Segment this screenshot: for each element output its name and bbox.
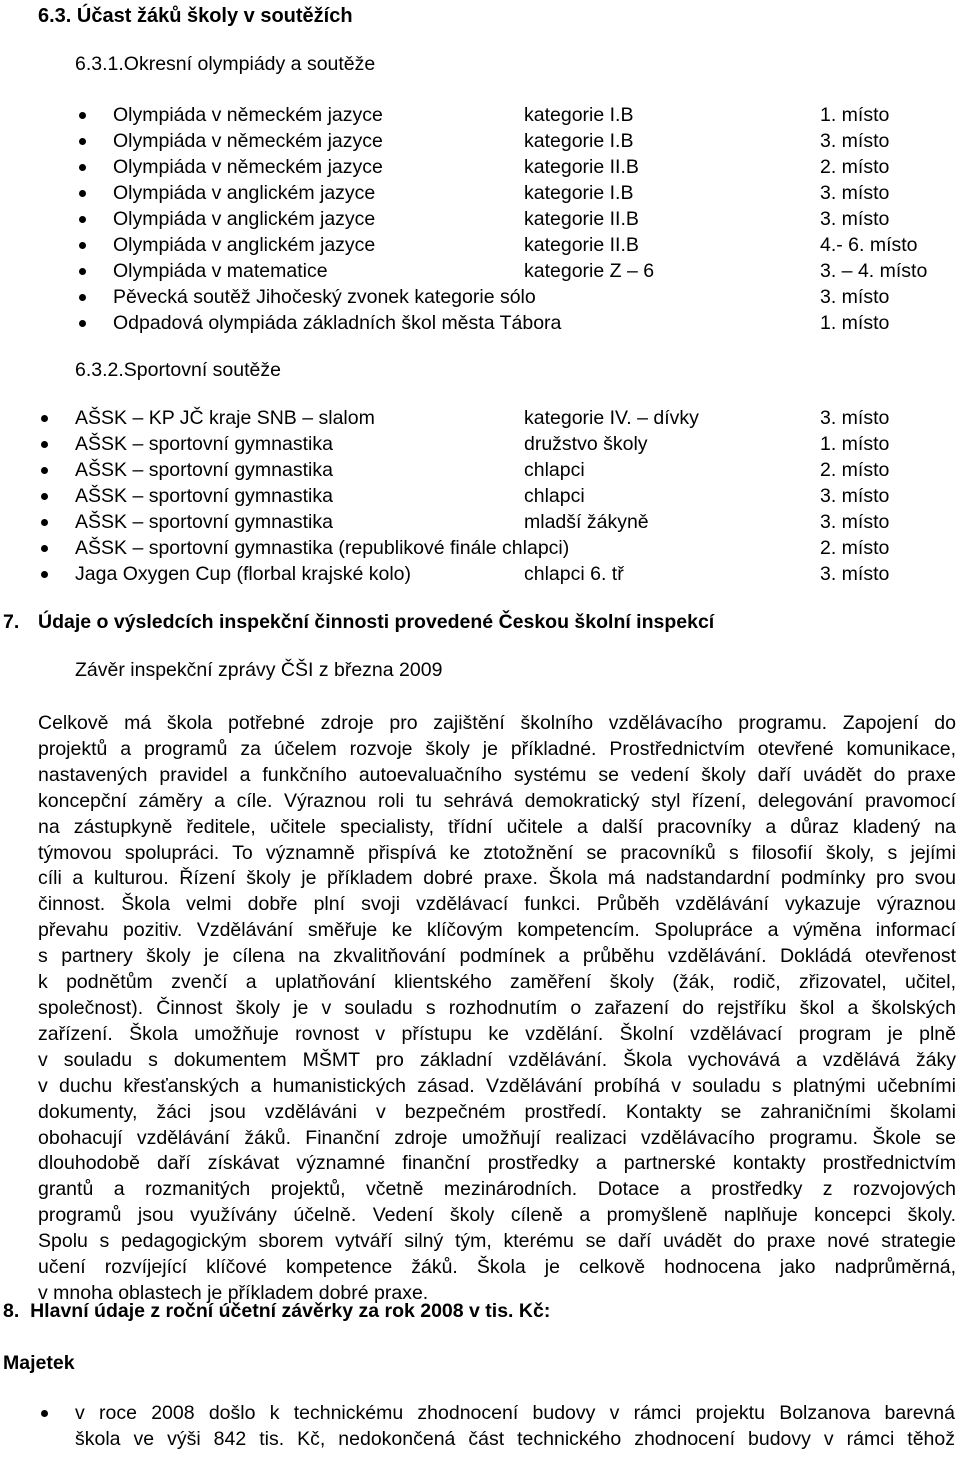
competition-place: 3. místo (820, 563, 890, 585)
bullet-icon (79, 268, 86, 275)
competition-place: 2. místo (820, 537, 890, 559)
paragraph-line: činnost. Škola velmi dobře plní svoji vzdělávací funkci. Průběh vzdělávání vykazuje výraznou (38, 893, 956, 916)
list-item (0, 232, 960, 258)
competition-category: kategorie IV. – dívky (524, 407, 699, 429)
paragraph-line: škola ve výši 842 tis. Kč, nedokončená část technického zhodnocení budovy v rámci těhož (75, 1428, 955, 1450)
paragraph-line: grantů a rozmanitých projektů, včetně mezinárodních. Dotace a prostředky z rozvojových (38, 1178, 956, 1201)
competition-category: chlapci (524, 485, 585, 507)
competition-category: kategorie I.B (524, 104, 634, 126)
paragraph-line: obohacují vzdělávání žáků. Finanční zdroje umožňují realizaci vzdělávacího programu. Škole se (38, 1126, 956, 1149)
competition-place: 1. místo (820, 433, 890, 455)
competition-name: AŠSK – sportovní gymnastika (75, 511, 333, 533)
competition-name: Olympiáda v anglickém jazyce (113, 208, 376, 230)
competition-place: 4.- 6. místo (820, 234, 918, 256)
list-item (0, 310, 960, 336)
paragraph-line: týmovou spolupráci. To významně přispívá ke ztotožnění se pracovníků s filosofií školy, s jejími (38, 841, 956, 864)
competition-name: AŠSK – KP JČ kraje SNB – slalom (75, 407, 375, 429)
paragraph-line: učení rozvíjející klíčové kompetence žáků. Škola je celkově hodnocena jako nadprůměrná, (38, 1256, 956, 1279)
bullet-icon (79, 112, 86, 119)
paragraph-line: nastavených pravidel a funkčního autoevaluačního systému se vedení školy daří uvádět do praxe (38, 763, 956, 786)
section-heading-6-3: 6.3. Účast žáků školy v soutěžích (38, 5, 353, 27)
bullet-icon (41, 1410, 48, 1417)
paragraph-line: dlouhodobě daří získávat významné finanční prostředky a partnerské kontakty prostřednictvím (38, 1152, 956, 1175)
competition-place: 3. místo (820, 182, 890, 204)
competition-place: 3. místo (820, 407, 890, 429)
list-item (0, 102, 960, 128)
competition-name: AŠSK – sportovní gymnastika (75, 433, 333, 455)
bullet-icon (41, 493, 48, 500)
competition-name: Odpadová olympiáda základních škol města Tábora (113, 312, 562, 334)
bullet-icon (79, 242, 86, 249)
bullet-icon (41, 467, 48, 474)
competition-place: 1. místo (820, 104, 890, 126)
bullet-icon (79, 164, 86, 171)
bullet-icon (79, 320, 86, 327)
competition-name: AŠSK – sportovní gymnastika (republikové finále chlapci) (75, 537, 570, 559)
competition-place: 3. místo (820, 511, 890, 533)
competition-category: kategorie I.B (524, 130, 634, 152)
list-item (0, 405, 960, 431)
competition-name: Olympiáda v německém jazyce (113, 104, 383, 126)
list-item (0, 180, 960, 206)
competition-category: kategorie II.B (524, 208, 639, 230)
bullet-icon (79, 138, 86, 145)
competition-category: kategorie II.B (524, 156, 639, 178)
list-item (0, 258, 960, 284)
competition-name: Olympiáda v anglickém jazyce (113, 182, 376, 204)
competition-place: 2. místo (820, 156, 890, 178)
list-item (0, 509, 960, 535)
majetek-heading: Majetek (3, 1352, 75, 1374)
inspection-report-title: Závěr inspekční zprávy ČŠI z března 2009 (75, 659, 443, 681)
paragraph-line: programů jsou využívány účelně. Vedení školy cíleně a promyšleně naplňuje koncepci školy. (38, 1204, 956, 1227)
paragraph-line: v roce 2008 došlo k technickému zhodnocení budovy v rámci projektu Bolzanova barevná (75, 1402, 955, 1424)
majetek-item (75, 1400, 955, 1452)
list-item (0, 561, 960, 587)
competition-name: Pěvecká soutěž Jihočeský zvonek kategorie sólo (113, 286, 536, 308)
bullet-icon (41, 441, 48, 448)
competition-category: družstvo školy (524, 433, 648, 455)
competition-name: AŠSK – sportovní gymnastika (75, 485, 333, 507)
paragraph-line: v mnoha oblastech je příkladem dobré praxe. (38, 1281, 429, 1304)
section-heading-7: Údaje o výsledcích inspekční činnosti provedené Českou školní inspekcí (38, 611, 715, 633)
section-heading-8: 8. Hlavní údaje z roční účetní závěrky za rok 2008 v tis. Kč: (3, 1300, 551, 1322)
paragraph-line: k podnětům zvenčí a uplatňování klientského zaměření školy (žák, rodič, zřizovatel, učitel, (38, 971, 956, 994)
list-item (0, 535, 960, 561)
bullet-icon (79, 294, 86, 301)
competition-category: chlapci (524, 459, 585, 481)
paragraph-line: společnost). Činnost školy je v souladu s rozhodnutím o zařazení do rejstříku škol a školských (38, 996, 956, 1019)
bullet-icon (41, 415, 48, 422)
subsection-heading-6-3-2: 6.3.2.Sportovní soutěže (75, 359, 281, 381)
paragraph-line: v souladu s dokumentem MŠMT pro základní vzdělávání. Škola vychovává a vzdělává žáky (38, 1048, 956, 1071)
list-item (0, 206, 960, 232)
list-item (0, 154, 960, 180)
competition-name: Olympiáda v matematice (113, 260, 328, 282)
competition-place: 3. místo (820, 208, 890, 230)
competition-category: kategorie II.B (524, 234, 639, 256)
bullet-icon (41, 519, 48, 526)
section-number-7: 7. (3, 611, 20, 633)
paragraph-line: na zástupkyně ředitele, učitele specialisty, třídní učitele a další pracovníky a důraz kladený na (38, 815, 956, 838)
competition-place: 3. místo (820, 485, 890, 507)
list-item (0, 431, 960, 457)
paragraph-line: projektů a programů za účelem rozvoje školy je příkladné. Prostřednictvím otevřené komunikace, (38, 737, 956, 760)
paragraph-line: koncepční záměry a cíle. Výraznou roli tu sehrává demokratický styl řízení, delegování pravomocí (38, 789, 956, 812)
bullet-icon (79, 190, 86, 197)
bullet-icon (41, 545, 48, 552)
paragraph-line: zařízení. Škola umožňuje rovnost v přístupu ke vzdělání. Školní vzdělávací program je plně (38, 1022, 956, 1045)
competition-name: Olympiáda v německém jazyce (113, 156, 383, 178)
paragraph-line: dokumenty, žáci jsou vzděláváni v bezpečném prostředí. Kontakty se zahraničními školami (38, 1100, 956, 1123)
paragraph-line: Celkově má škola potřebné zdroje pro zajištění školního vzdělávacího programu. Zapojení do (38, 712, 956, 734)
competition-category: mladší žákyně (524, 511, 649, 533)
paragraph-line: převahu pozitiv. Vzdělávání směřuje ke klíčovým kompetencím. Spolupráce a výměna informací (38, 919, 956, 942)
bullet-icon (41, 571, 48, 578)
competition-place: 3. – 4. místo (820, 260, 928, 282)
bullet-icon (79, 216, 86, 223)
competition-name: Olympiáda v anglickém jazyce (113, 234, 376, 256)
paragraph-line: cíli a kulturou. Řízení školy je příkladem dobré praxe. Škola má nadstandardní podmínky pro svou (38, 867, 956, 890)
list-item (0, 128, 960, 154)
paragraph-line: s partnery školy je cílena na zkvalitňování podmínek a průběhu vzdělávání. Dokládá otevřenost (38, 945, 956, 968)
subsection-heading-6-3-1: 6.3.1.Okresní olympiády a soutěže (75, 53, 376, 75)
inspection-paragraph (38, 711, 956, 1307)
list-item (0, 457, 960, 483)
list-item (0, 284, 960, 310)
competition-category: kategorie I.B (524, 182, 634, 204)
paragraph-line: v duchu křesťanských a humanistických zásad. Vzdělávání probíhá v souladu s platnými učebními (38, 1074, 956, 1097)
competition-place: 3. místo (820, 130, 890, 152)
competition-name: Olympiáda v německém jazyce (113, 130, 383, 152)
competition-name: AŠSK – sportovní gymnastika (75, 459, 333, 481)
competition-category: chlapci 6. tř (524, 563, 624, 585)
competition-place: 2. místo (820, 459, 890, 481)
competition-place: 3. místo (820, 286, 890, 308)
paragraph-line: Spolu s pedagogickým sborem vytváří silný tým, kterému se daří uvádět do praxe nové strategie (38, 1230, 956, 1253)
competition-name: Jaga Oxygen Cup (florbal krajské kolo) (75, 563, 411, 585)
list-item (0, 483, 960, 509)
competition-place: 1. místo (820, 312, 890, 334)
competition-category: kategorie Z – 6 (524, 260, 655, 282)
